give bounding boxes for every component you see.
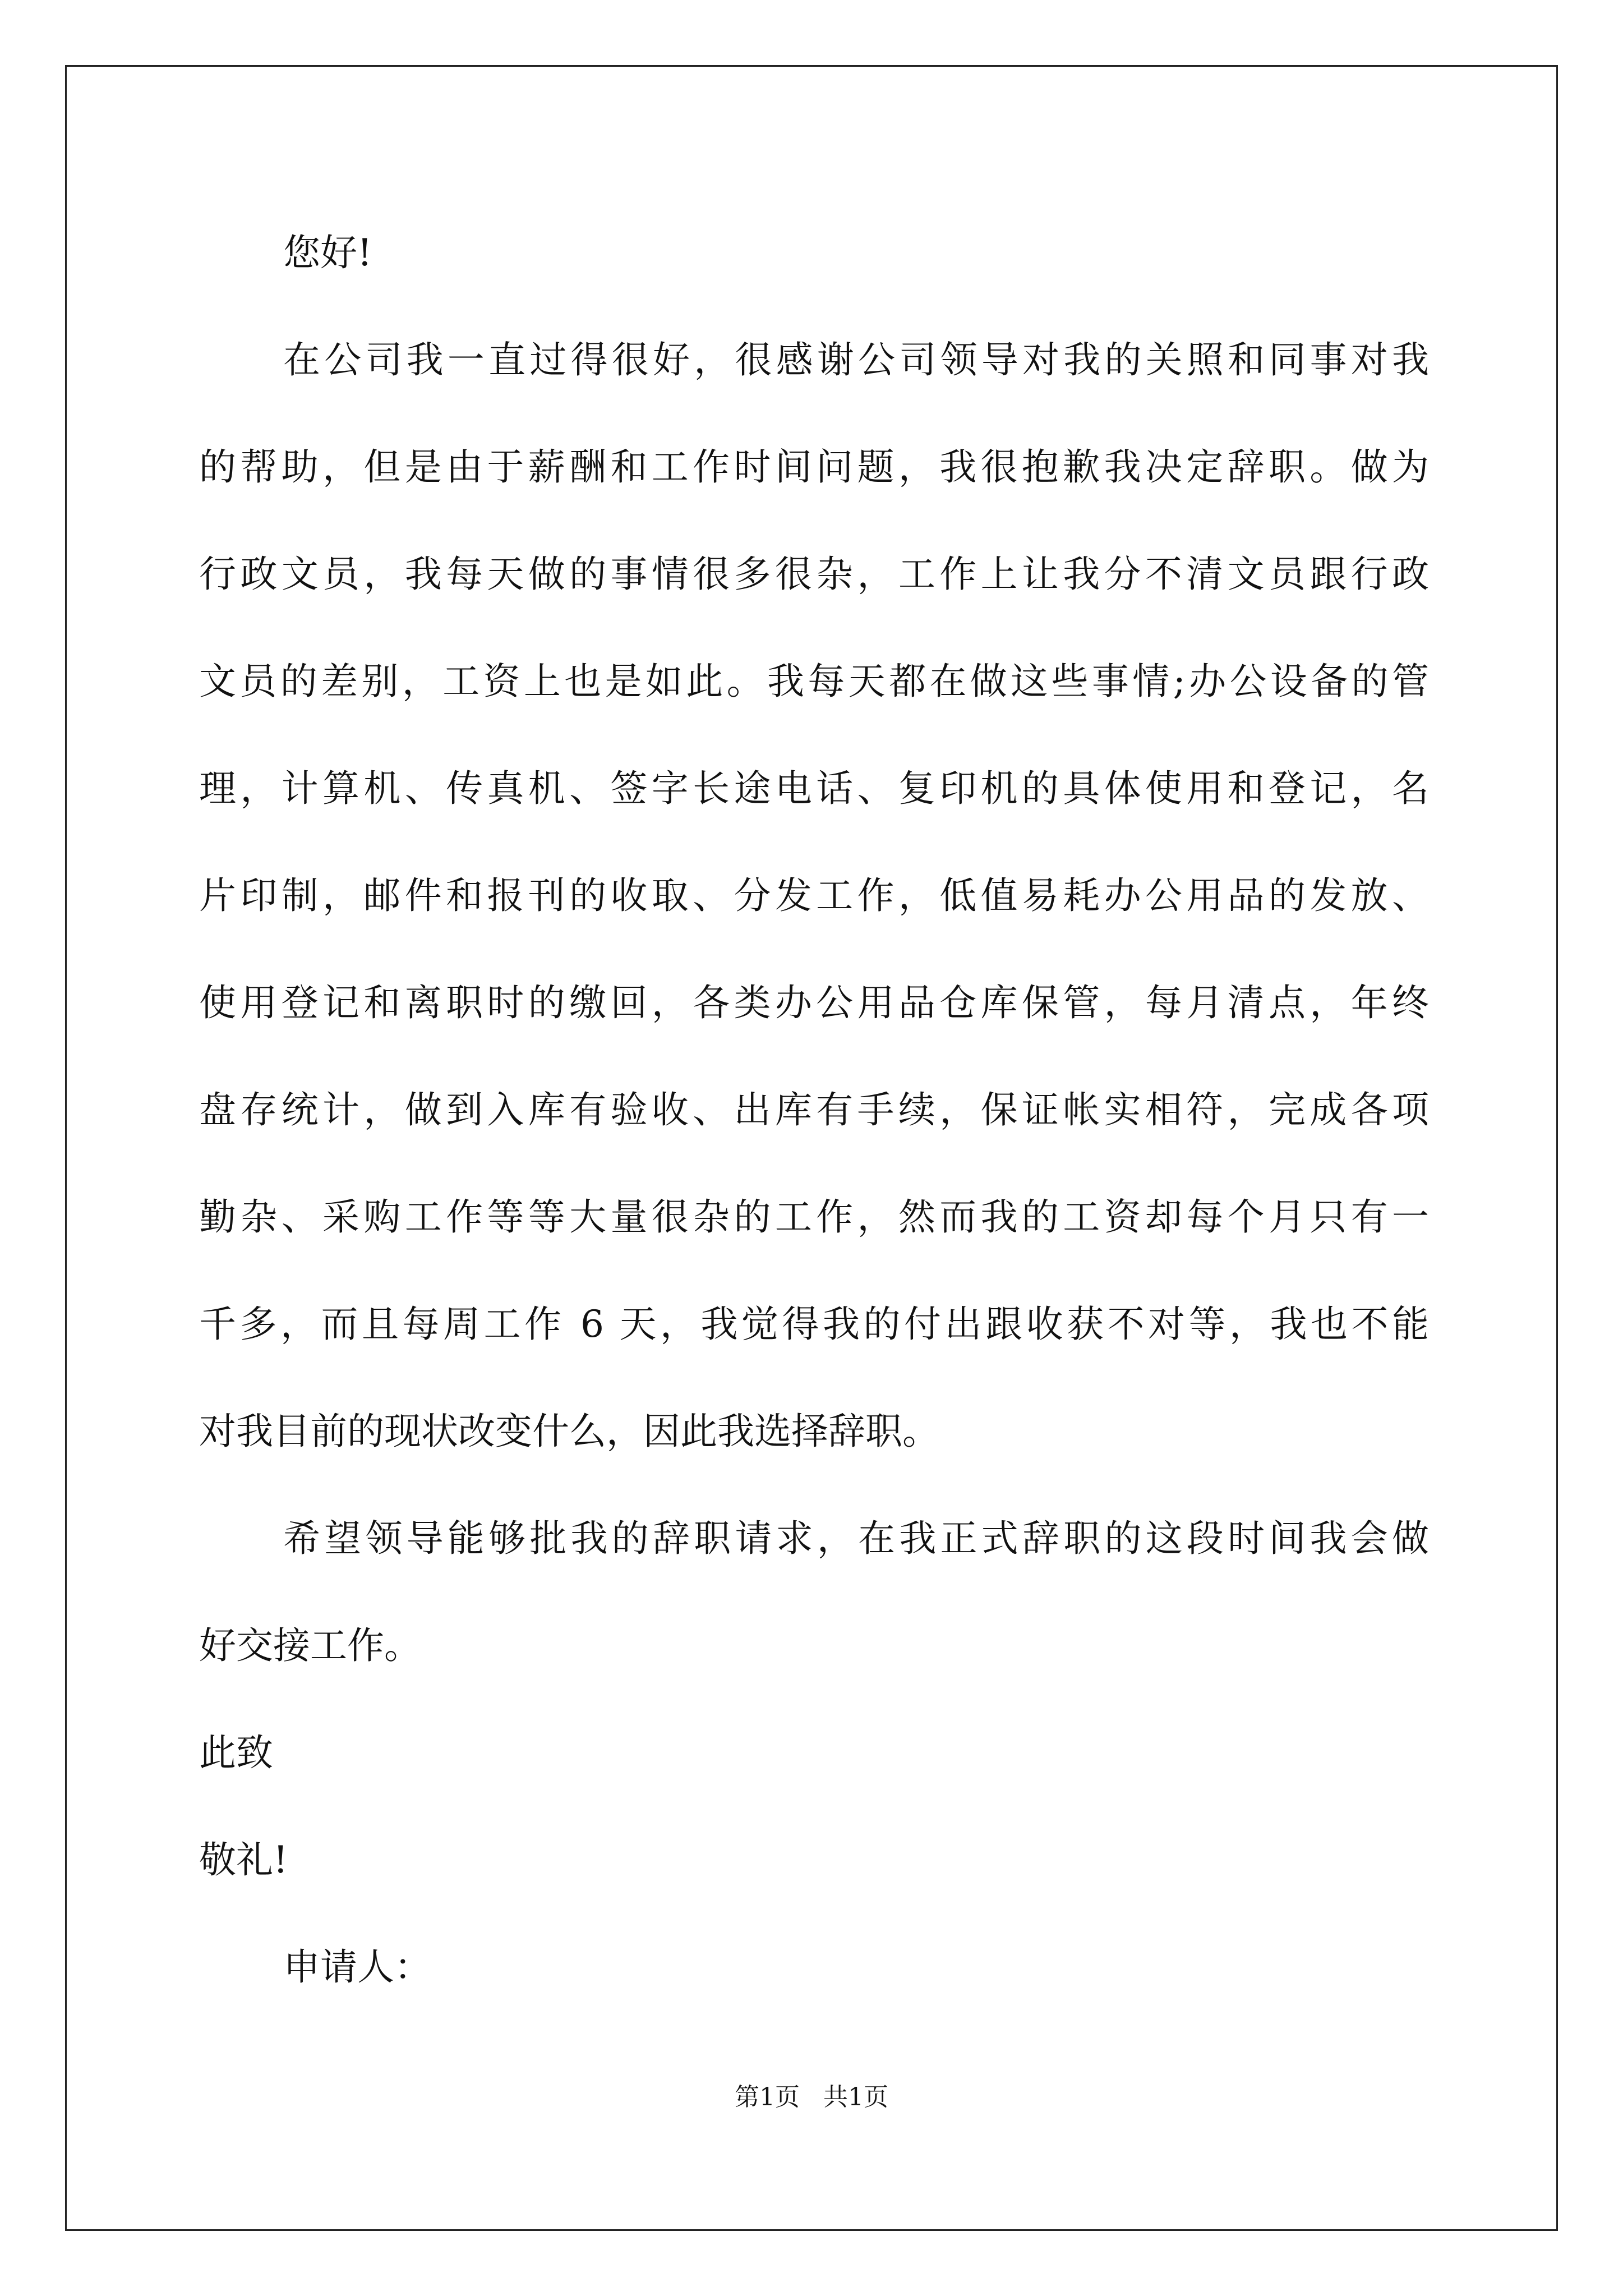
body-line: 理，计算机、传真机、签字长途电话、复印机的具体使用和登记，名 bbox=[199, 767, 1429, 810]
body-line: 千多，而且每周工作 6 天，我觉得我的付出跟收获不对等，我也不能 bbox=[199, 1303, 1429, 1346]
request-line: 好交接工作。 bbox=[199, 1624, 421, 1667]
signature-label: 申请人： bbox=[283, 1945, 431, 1989]
greeting: 您好! bbox=[283, 231, 372, 274]
body-line: 勤杂、采购工作等等大量很杂的工作，然而我的工资却每个月只有一 bbox=[199, 1195, 1429, 1239]
body-line: 盘存统计，做到入库有验收、出库有手续，保证帐实相符，完成各项 bbox=[199, 1088, 1429, 1131]
request-line: 希望领导能够批我的辞职请求，在我正式辞职的这段时间我会做 bbox=[283, 1517, 1429, 1560]
body-line: 在公司我一直过得很好，很感谢公司领导对我的关照和同事对我 bbox=[283, 338, 1429, 381]
closing-salutation: 此致 bbox=[199, 1731, 273, 1774]
page-number: 第1页 共1页 bbox=[735, 2083, 888, 2111]
body-line: 使用登记和离职时的缴回，各类办公用品仓库保管，每月清点，年终 bbox=[199, 981, 1429, 1024]
body-line: 文员的差别，工资上也是如此。我每天都在做这些事情;办公设备的管 bbox=[199, 660, 1429, 703]
page-border bbox=[65, 65, 1558, 2231]
body-line: 对我目前的现状改变什么，因此我选择辞职。 bbox=[199, 1410, 939, 1453]
body-line: 的帮助，但是由于薪酬和工作时间问题，我很抱歉我决定辞职。做为 bbox=[199, 445, 1429, 489]
body-line: 行政文员，我每天做的事情很多很杂，工作上让我分不清文员跟行政 bbox=[199, 553, 1429, 596]
closing-regards: 敬礼! bbox=[199, 1838, 288, 1881]
body-line: 片印制，邮件和报刊的收取、分发工作，低值易耗办公用品的发放、 bbox=[199, 874, 1429, 917]
